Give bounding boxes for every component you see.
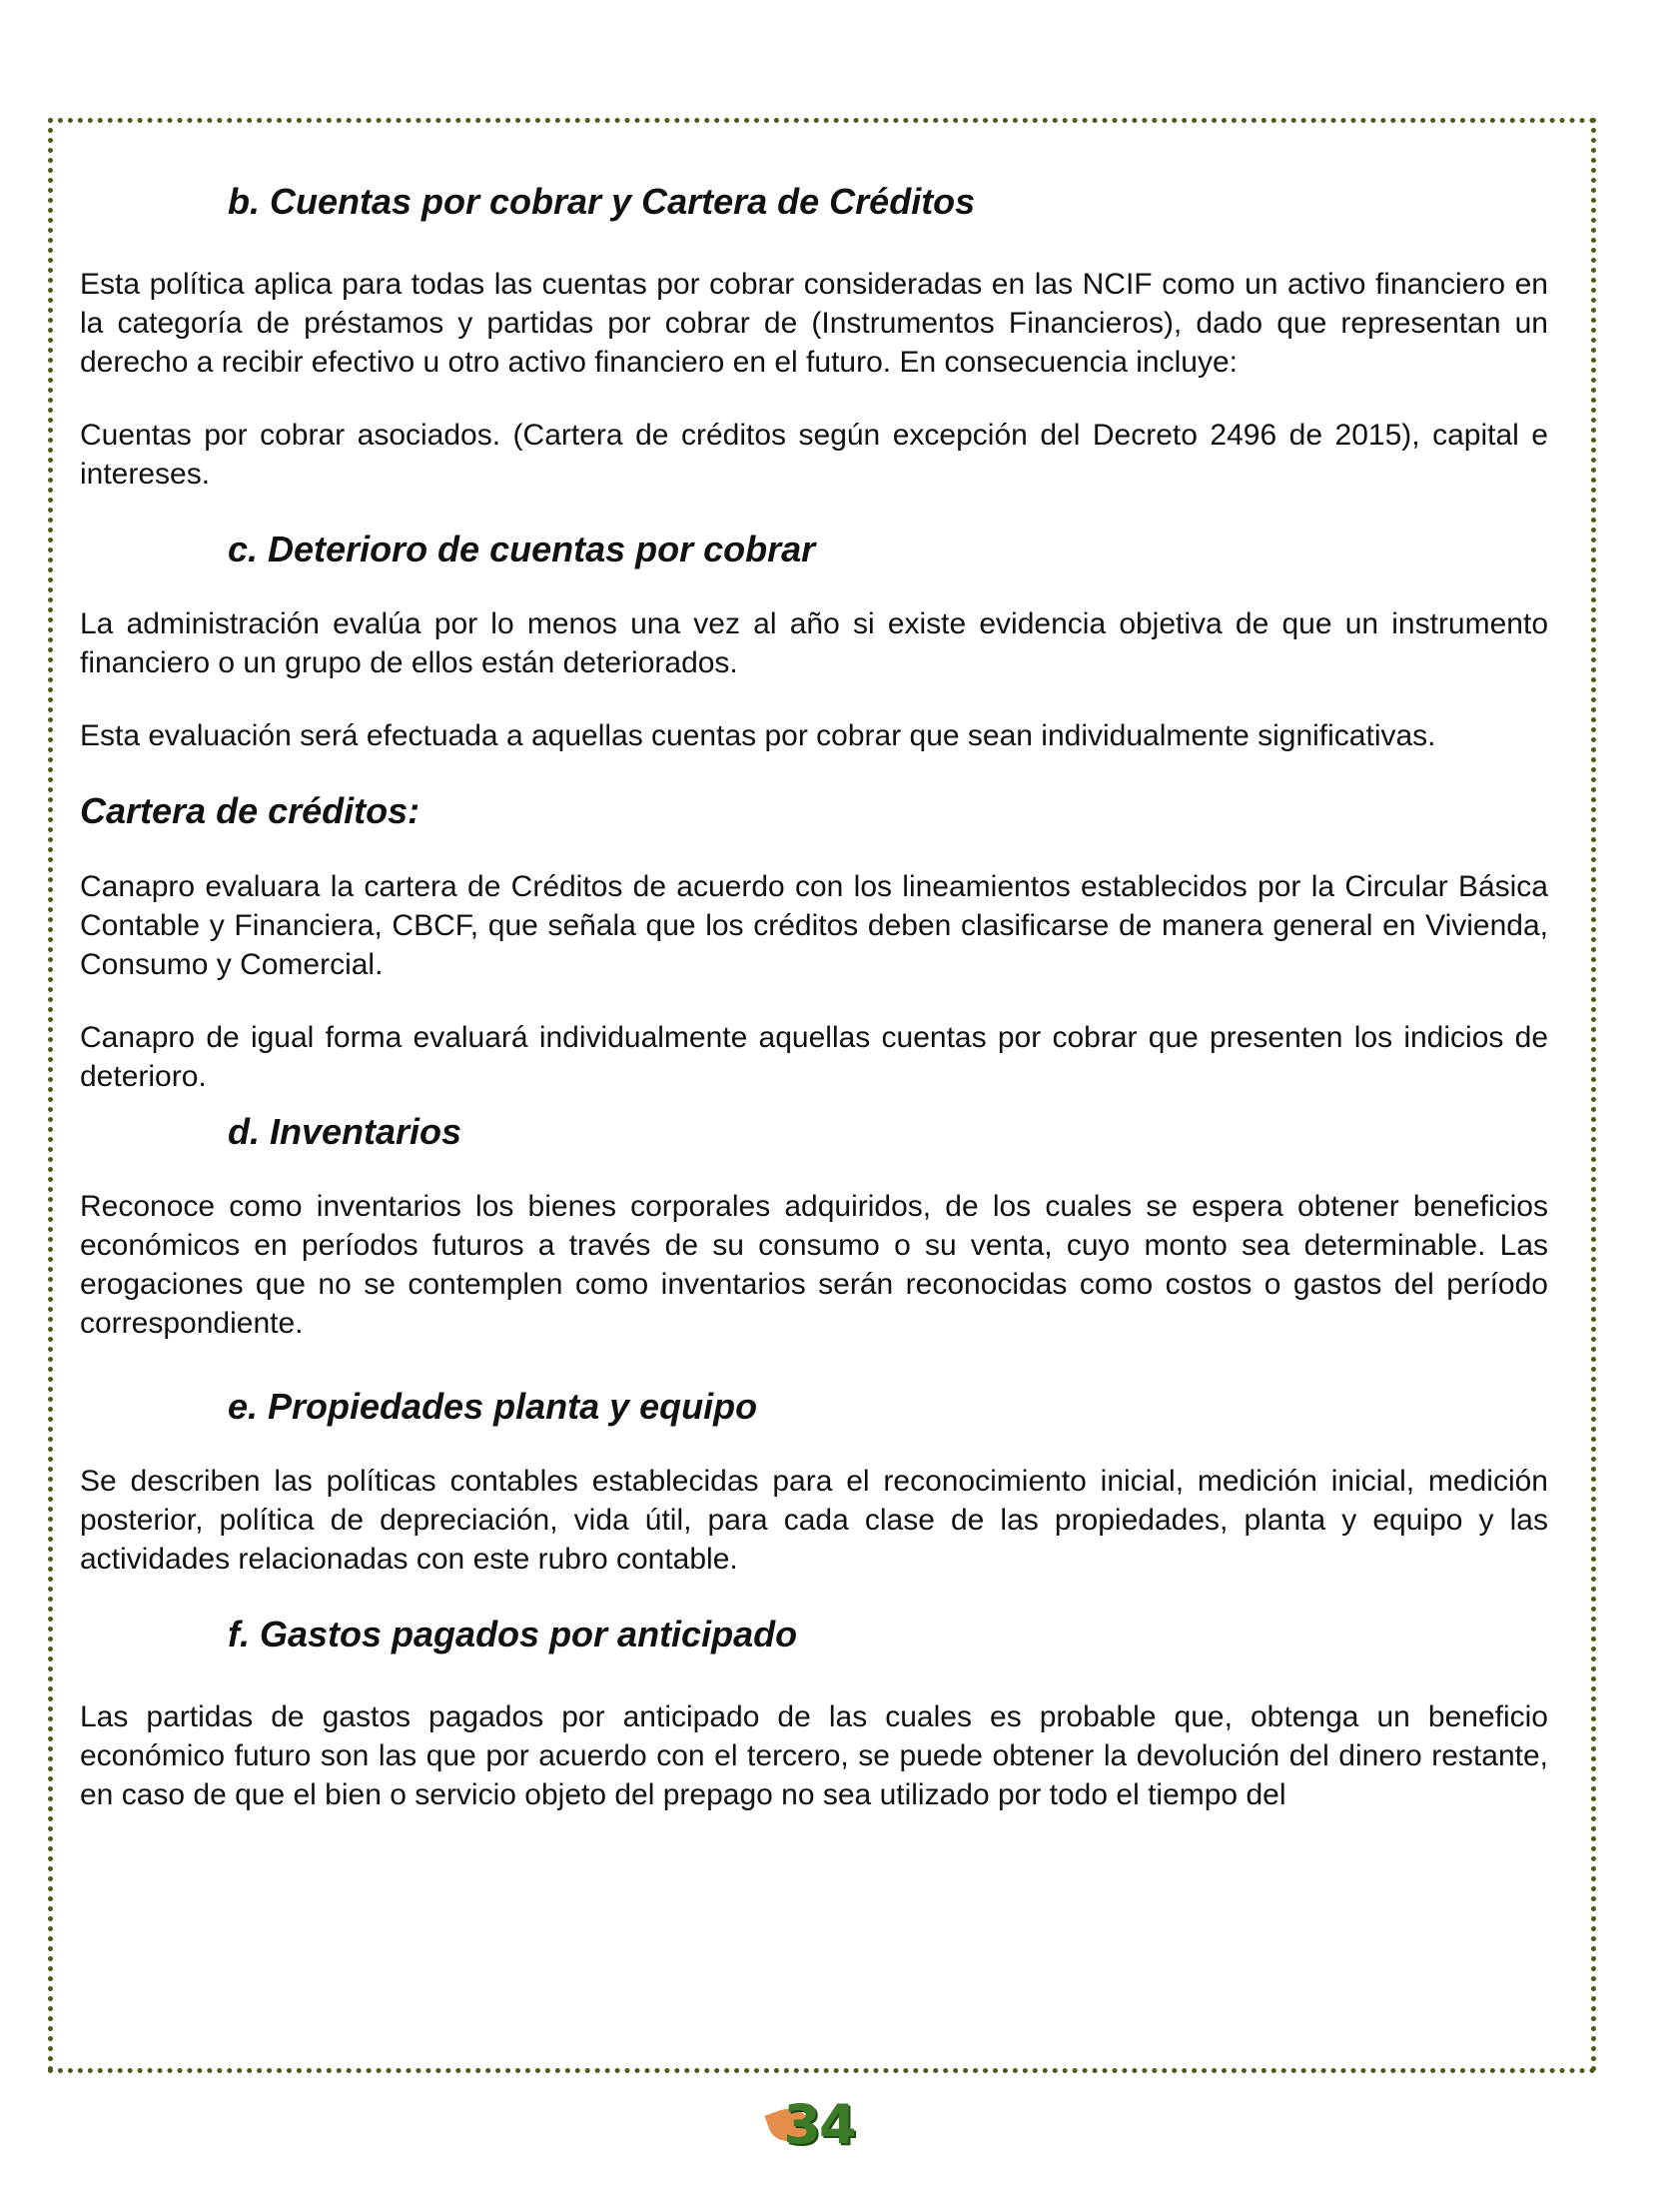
paragraph-cartera-lineamientos: Canapro evaluara la cartera de Créditos de acuerdo con los lineamientos establecidos por la Circular Básica Contable y Financiera, CBCF, que señala que los créditos deben clasificarse de manera general en Vivienda, Consumo y Comercial.: [80, 869, 1548, 981]
paragraph-inventarios: Reconoce como inventarios los bienes corporales adquiridos, de los cuales se espera obtener beneficios económicos en períodos futuros a través de su consumo o su venta, cuyo monto sea determinable. Las erogaciones que no se contemplen como inventarios serán reconocidas como costos o gastos del período correspondiente.: [80, 1189, 1548, 1340]
paragraph-deterioro-evaluacion: La administración evalúa por lo menos una vez al año si existe evidencia objetiva de que un instrumento financiero o un grupo de ellos están deteriorados.: [80, 607, 1548, 680]
paragraph-cuentas-asociados: Cuentas por cobrar asociados. (Cartera de créditos según excepción del Decreto 2496 de 2015), capital e intereses.: [80, 419, 1548, 492]
paragraph-deterioro-significativas: Esta evaluación será efectuada a aquellas cuentas por cobrar que sean individualmente significativas.: [80, 719, 1436, 753]
heading-gastos-anticipado: f. Gastos pagados por anticipado: [228, 1613, 798, 1654]
page-number-text: 34: [783, 2093, 855, 2156]
paragraph-gastos-anticipado: Las partidas de gastos pagados por anticipado de las cuales es probable que, obtenga un beneficio económico futuro son las que por acuerdo con el tercero, se puede obtener la devolución del dinero restante, en caso de que el bien o servicio objeto del prepago no sea utilizado por todo el tiempo del: [80, 1700, 1548, 1812]
heading-propiedades: e. Propiedades planta y equipo: [228, 1385, 758, 1427]
paragraph-propiedades: Se describen las políticas contables establecidas para el reconocimiento inicial, medición inicial, medición posterior, política de depreciación, vida útil, para cada clase de las propiedades, planta y equipo y las actividades relacionadas con este rubro contable.: [80, 1464, 1548, 1576]
heading-cartera-creditos: Cartera de créditos:: [80, 790, 420, 832]
page-number: [759, 2090, 879, 2160]
heading-inventarios: d. Inventarios: [228, 1110, 462, 1152]
page-content: [80, 180, 1548, 1814]
heading-cuentas-por-cobrar: b. Cuentas por cobrar y Cartera de Créditos: [228, 181, 976, 222]
heading-deterioro: c. Deterioro de cuentas por cobrar: [228, 529, 816, 570]
paragraph-cuentas-politica: Esta política aplica para todas las cuentas por cobrar consideradas en las NCIF como un activo financiero en la categoría de préstamos y partidas por cobrar de (Instrumentos Financieros), dado que representan un derecho a recibir efectivo u otro activo financiero en el futuro. En consecuencia incluye:: [80, 268, 1548, 380]
paragraph-cartera-individual: Canapro de igual forma evaluará individualmente aquellas cuentas por cobrar que presenten los indicios de deterioro.: [80, 1020, 1548, 1093]
